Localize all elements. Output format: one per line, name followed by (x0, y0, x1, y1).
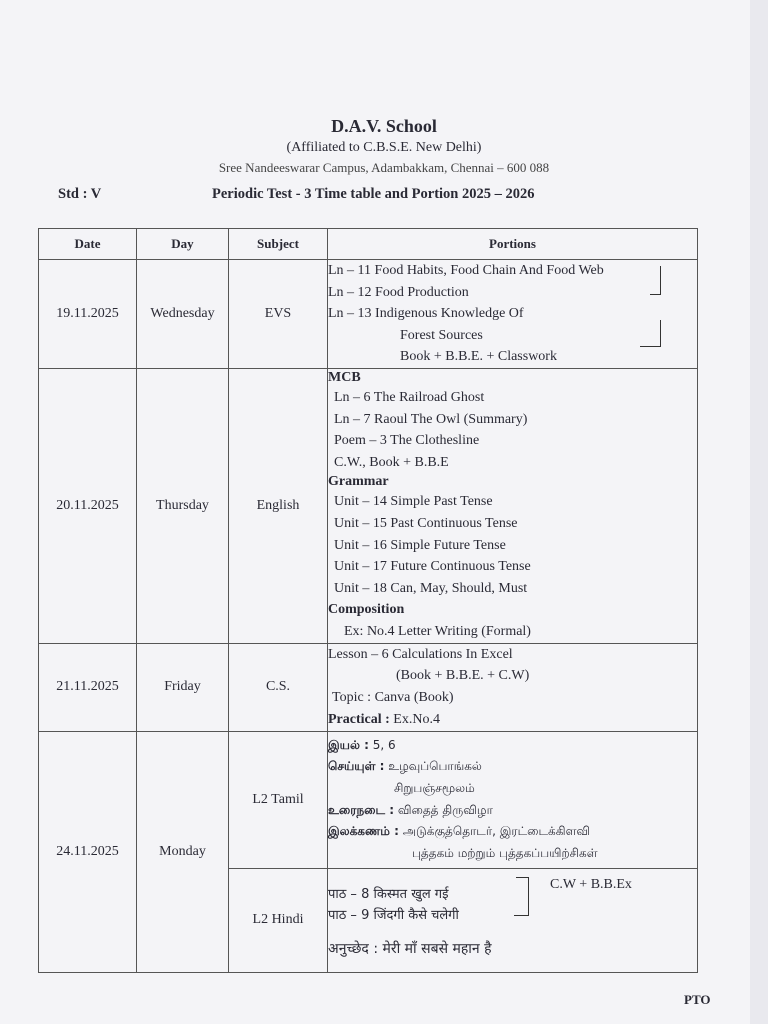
brace-mark (650, 266, 661, 295)
table-row (39, 260, 698, 369)
date-cell: 24.11.2025 (39, 731, 137, 972)
campus-address: Sree Nandeeswarar Campus, Adambakkam, Chennai – 600 088 (218, 160, 550, 175)
affiliation: (Affiliated to C.B.S.E. New Delhi) (286, 140, 482, 155)
col-header-date: Date (39, 229, 137, 260)
portion-line: Ln – 11 Food Habits, Food Chain And Food Web (328, 263, 604, 278)
date-cell: 21.11.2025 (39, 643, 137, 731)
portion-line: C.W., Book + B.B.E (334, 454, 449, 470)
portion-line (328, 800, 697, 822)
subject-cell: EVS (229, 260, 328, 369)
portion-line: पाठ – 8 किस्मत खुल गई (328, 886, 449, 902)
portion-line: Unit – 17 Future Continuous Tense (334, 559, 531, 575)
subject-cell: L2 Hindi (229, 868, 328, 972)
portion-line: Ln – 7 Raoul The Owl (Summary) (334, 411, 528, 427)
portion-cell (328, 260, 698, 369)
portion-line: Poem – 3 The Clothesline (334, 433, 480, 449)
practical-value: Ex.No.4 (393, 711, 440, 727)
portion-line: Unit – 14 Simple Past Tense (334, 494, 493, 510)
portion-line: Ex: No.4 Letter Writing (Formal) (344, 623, 531, 639)
table-row (39, 731, 698, 868)
portion-line: Ln – 12 Food Production (328, 284, 469, 300)
portion-line: Unit – 18 Can, May, Should, Must (334, 580, 528, 596)
day-cell: Thursday (137, 368, 229, 643)
table-row (39, 643, 698, 731)
portion-line: पाठ – 9 जिंदगी कैसे चलेगी (328, 908, 459, 924)
school-name: D.A.V. School (331, 116, 437, 136)
tamil-value: 5, 6 (372, 737, 396, 752)
portion-line (328, 927, 697, 939)
test-title: Periodic Test - 3 Time table and Portion 2025 – 2026 (212, 186, 535, 202)
col-header-portions: Portions (328, 229, 698, 260)
day-cell: Wednesday (137, 260, 229, 369)
date-cell: 20.11.2025 (39, 368, 137, 643)
portion-note: C.W + B.B.Ex (550, 876, 632, 892)
portion-cell (328, 368, 698, 643)
portion-line: Forest Sources (400, 327, 483, 343)
portion-line (328, 709, 697, 731)
portion-line: Book + B.B.E. + Classwork (400, 349, 557, 365)
portion-line: Topic : Canva (Book) (332, 690, 454, 705)
col-header-subject: Subject (229, 229, 328, 260)
portion-line: अनुच्छेद : मेरी माँ सबसे महान है (328, 940, 492, 957)
subject-cell: English (229, 368, 328, 643)
portion-line: Lesson – 6 Calculations In Excel (328, 646, 513, 662)
portion-line (328, 756, 697, 778)
tamil-label: இயல் : (328, 737, 369, 752)
section-heading: MCB (328, 369, 361, 385)
table-row (39, 368, 698, 643)
tamil-label: செய்யுள் : (328, 759, 385, 774)
portion-cell (328, 868, 698, 972)
tamil-value: உழவுப்பொங்கல் (388, 759, 482, 774)
section-heading: Composition (328, 602, 405, 618)
subject-cell: L2 Tamil (229, 731, 328, 868)
portion-line: Unit – 16 Simple Future Tense (334, 537, 506, 553)
subject-cell: C.S. (229, 643, 328, 731)
portion-line: Ln – 13 Indigenous Knowledge Of (328, 306, 524, 322)
date-cell: 19.11.2025 (39, 260, 137, 369)
tamil-value: விதைத் திருவிழா (397, 802, 493, 817)
col-header-day: Day (137, 229, 229, 260)
pto-label: PTO (684, 992, 711, 1007)
brace-mark (514, 895, 529, 916)
standard-label: Std : V (58, 186, 102, 202)
day-cell: Friday (137, 643, 229, 731)
portion-line: Ln – 6 The Railroad Ghost (334, 389, 485, 405)
timetable (38, 228, 698, 973)
portion-line: Unit – 15 Past Continuous Tense (334, 515, 518, 531)
portion-line: புத்தகம் மற்றும் புத்தகப்பயிற்சிகள் (412, 845, 598, 860)
brace-mark (516, 877, 529, 896)
portion-line: (Book + B.B.E. + C.W) (396, 668, 530, 684)
section-heading: Grammar (328, 474, 389, 490)
practical-label: Practical : (328, 711, 390, 727)
portion-line (328, 735, 697, 757)
tamil-label: உரைநடை : (328, 802, 395, 817)
brace-mark (650, 294, 661, 295)
portion-cell (328, 643, 698, 731)
header-row (39, 229, 698, 260)
tamil-value: அடுக்குத்தொடர், இரட்டைக்கிளவி (402, 824, 591, 839)
portion-line: சிறுபஞ்சமூலம் (394, 780, 475, 795)
brace-mark (640, 320, 661, 347)
tamil-label: இலக்கணம் : (328, 824, 399, 839)
portion-cell (328, 731, 698, 868)
day-cell: Monday (137, 731, 229, 972)
portion-line (328, 821, 697, 843)
